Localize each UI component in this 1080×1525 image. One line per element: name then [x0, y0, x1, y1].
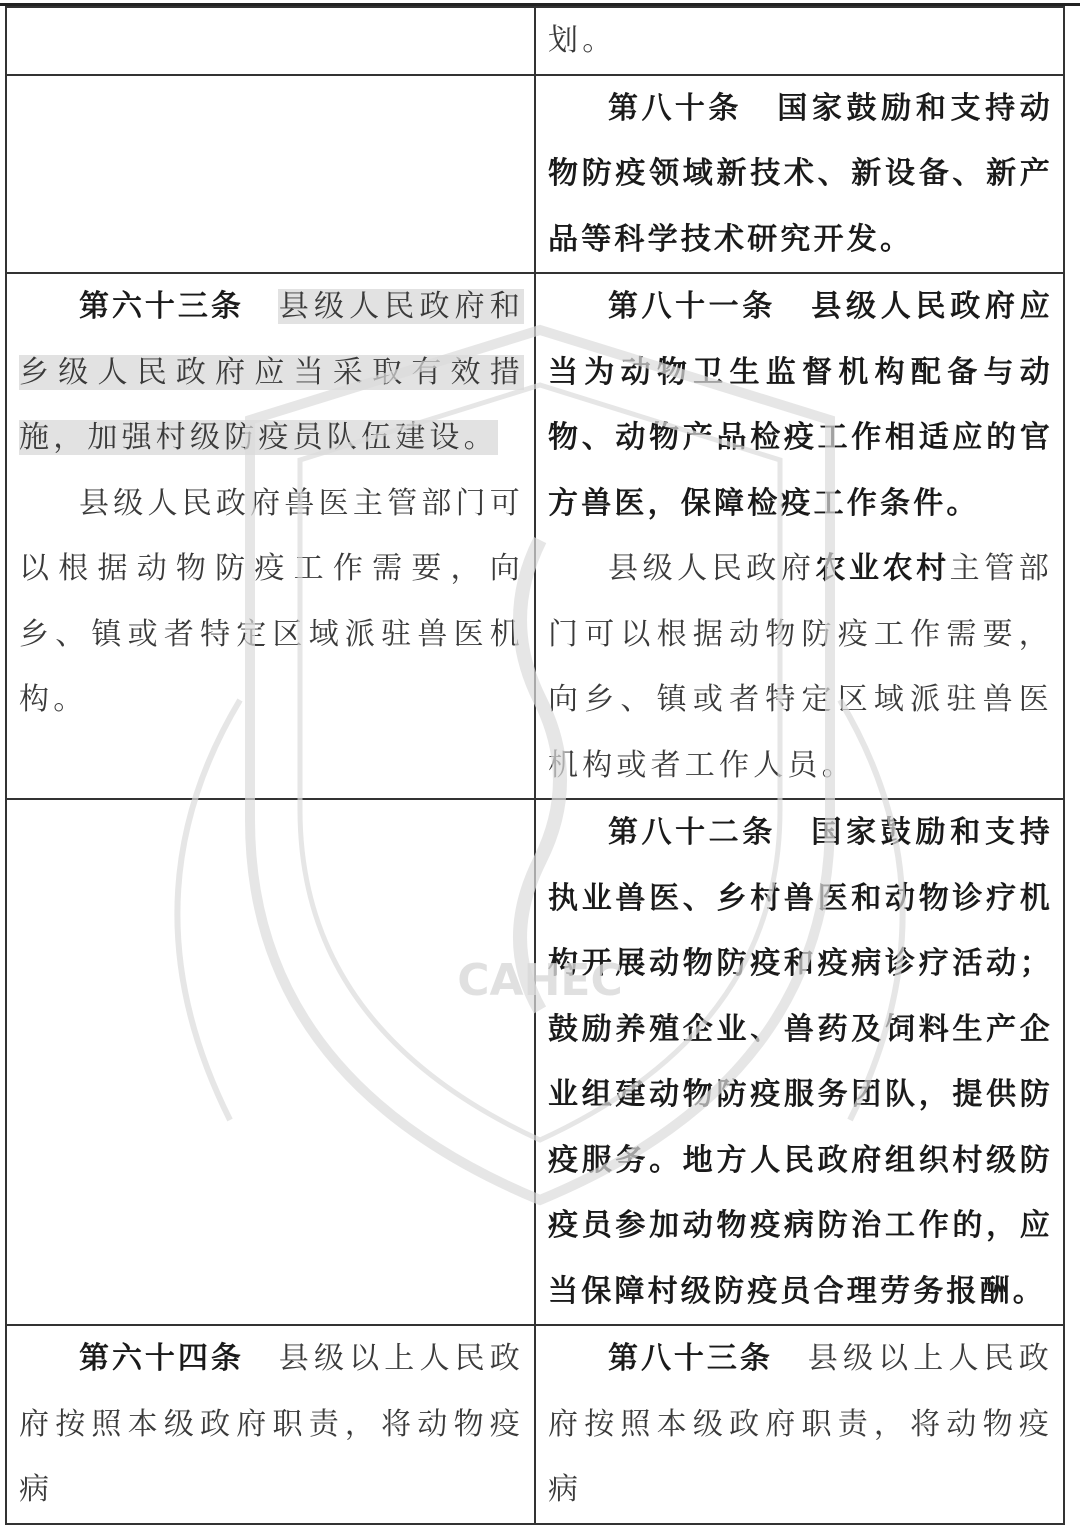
article-text: 国家鼓励和支持执业兽医、乡村兽医和动物诊疗机构开展动物防疫和疫病诊疗活动；鼓励养殖企业、兽药及饲料生产企业组建动物防疫服务团队，提供防疫服务。地方人民政府组织村级防疫员参加动物疫病防治工作的，应当保障村级防疫员合理劳务报酬。	[548, 815, 1053, 1309]
article-number: 第八十三条	[608, 1341, 773, 1376]
right-cell	[535, 7, 1064, 75]
table-row	[6, 799, 1064, 1325]
left-cell	[6, 1325, 535, 1524]
article-number: 第八十条	[608, 90, 742, 126]
bold-text-part: 农业农村	[815, 551, 950, 586]
paragraph	[19, 1326, 524, 1523]
paragraph	[19, 274, 524, 471]
article-text: 县级以上人民政府按照本级政府职责，将动物疫病	[19, 1341, 525, 1507]
article-text: 县级以上人民政府按照本级政府职责，将动物疫病	[548, 1341, 1054, 1507]
left-cell	[6, 273, 535, 799]
paragraph	[548, 800, 1053, 1324]
paragraph: 划。	[548, 23, 617, 58]
table-row	[6, 7, 1064, 75]
text-part: 县级人民政府	[608, 551, 816, 586]
comparison-table	[5, 6, 1065, 1525]
left-cell	[6, 75, 535, 274]
paragraph	[548, 1326, 1053, 1523]
table-row	[6, 1325, 1064, 1524]
left-cell	[6, 799, 535, 1325]
article-number: 第六十四条	[79, 1341, 244, 1376]
right-cell	[535, 799, 1064, 1325]
article-text: 县级人民政府应当为动物卫生监督机构配备与动物、动物产品检疫工作相适应的官方兽医，保障检疫工作条件。	[548, 289, 1053, 521]
article-text: 国家鼓励和支持动物防疫领域新技术、新设备、新产品等科学技术研究开发。	[548, 90, 1053, 257]
table-row	[6, 75, 1064, 274]
paragraph	[548, 274, 1053, 536]
right-cell	[535, 1325, 1064, 1524]
paragraph	[548, 76, 1053, 273]
left-cell	[6, 7, 535, 75]
article-number: 第八十二条	[608, 815, 776, 850]
text-part: 主管部门可以根据动物防疫工作需要，向乡、镇或者特定区域派驻兽医机构或者工作人员。	[548, 551, 1053, 783]
highlighted-article-text: 县级人民政府和乡级人民政府应当采取有效措施，加强村级防疫员队伍建设。	[19, 289, 525, 455]
paragraph: 县级人民政府兽医主管部门可以根据动物防疫工作需要，向乡、镇或者特定区域派驻兽医机构。	[19, 485, 524, 717]
article-number: 第六十三条	[79, 289, 244, 324]
table-row	[6, 273, 1064, 799]
paragraph	[548, 536, 1053, 798]
article-number: 第八十一条	[608, 289, 776, 324]
right-cell	[535, 273, 1064, 799]
right-cell	[535, 75, 1064, 274]
watermark-text: CAHEC	[457, 955, 623, 1006]
